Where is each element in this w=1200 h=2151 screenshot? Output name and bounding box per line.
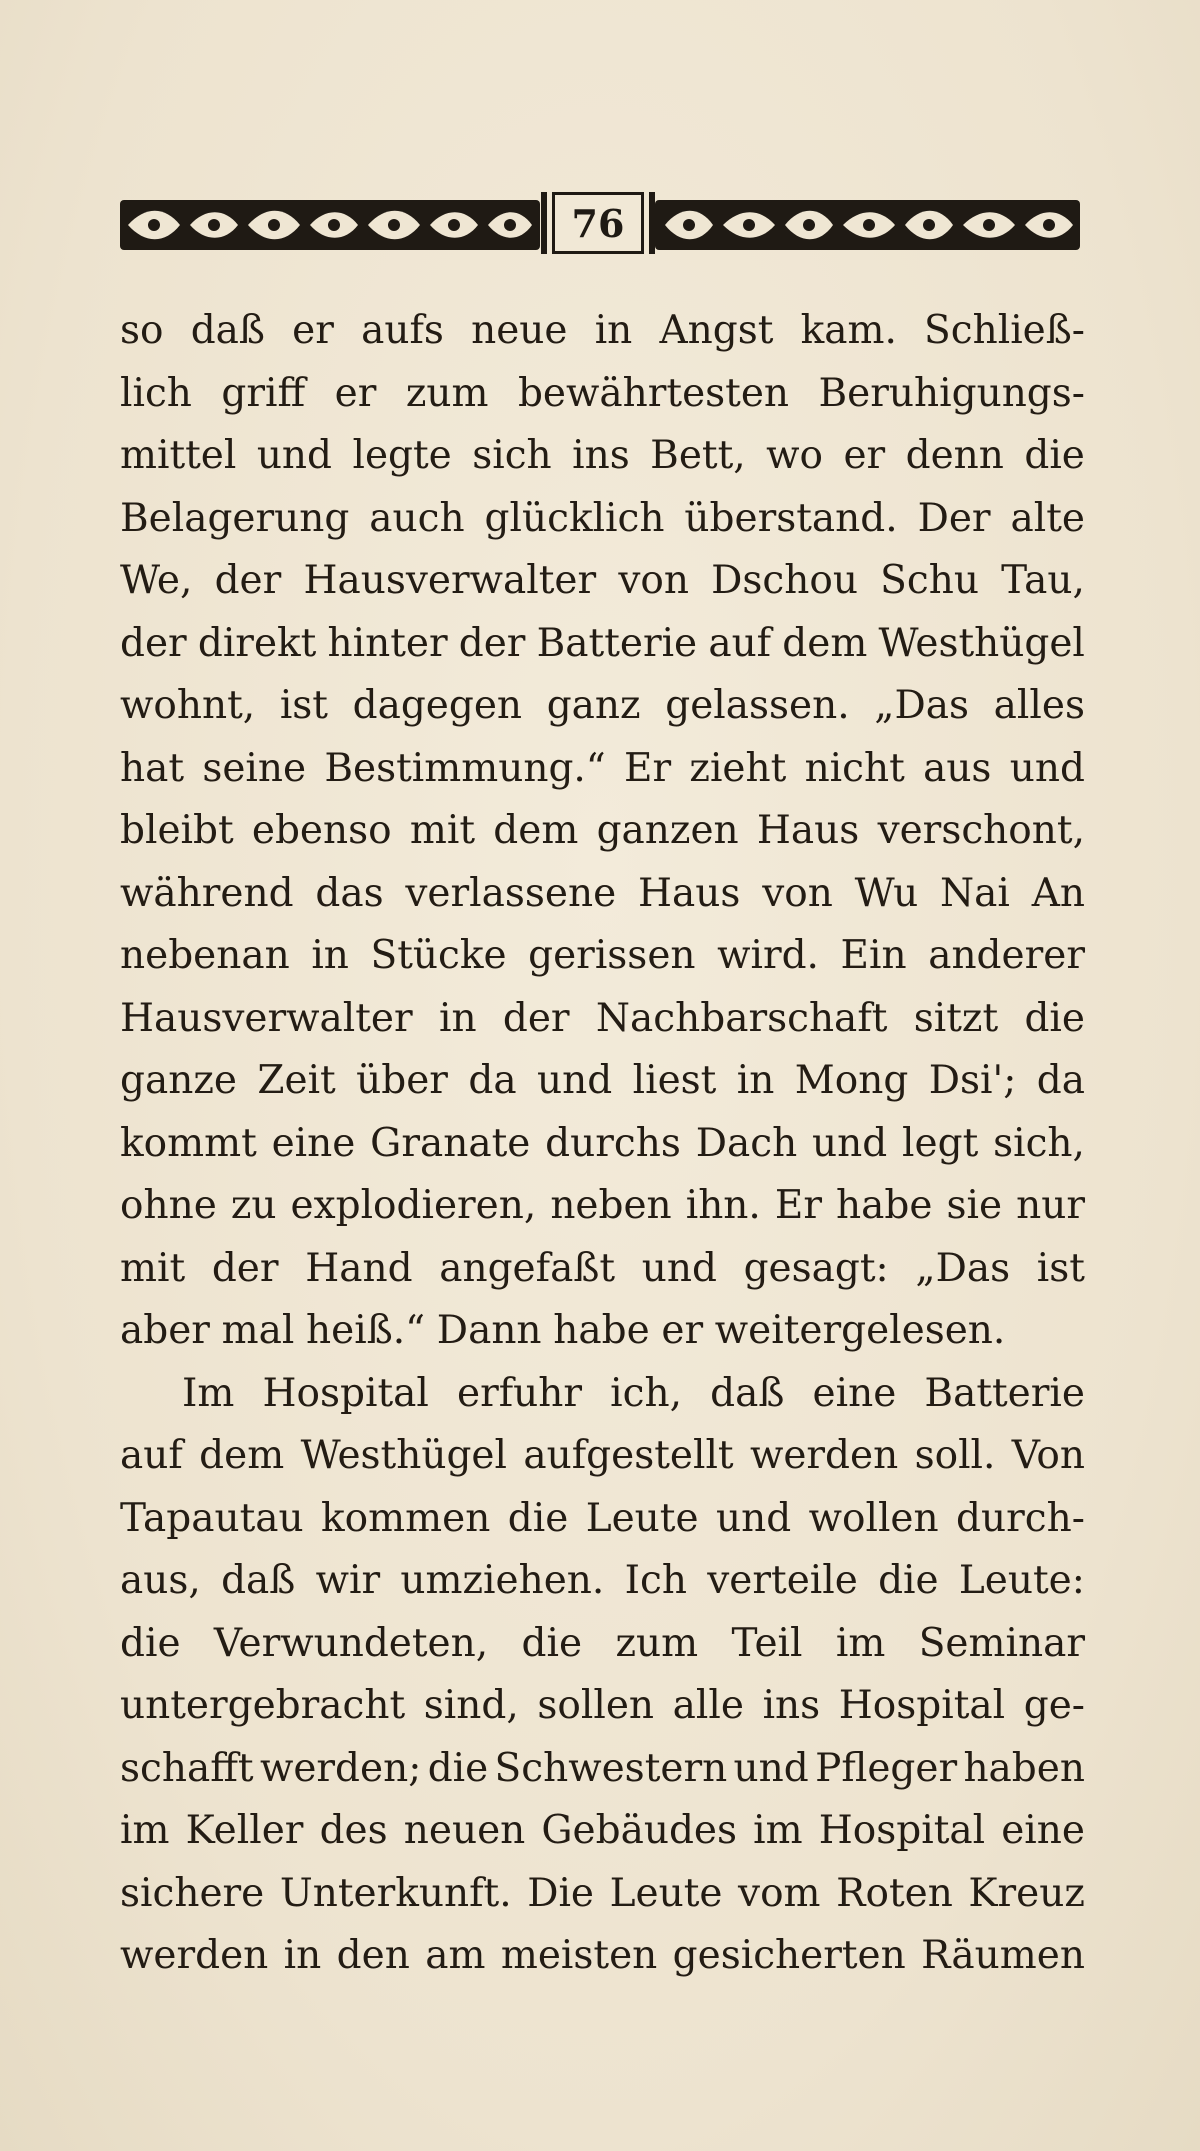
word: aus, [120,1558,201,1603]
word: angefaßt [439,1245,616,1291]
word: Räumen [921,1933,1085,1978]
word: ganze [120,1058,237,1103]
text-line [120,363,1085,426]
word: Er [774,1183,822,1228]
word: neue [471,308,568,353]
word: dem [493,808,579,853]
word: ins [762,1683,821,1728]
word: Leute [609,1870,723,1916]
word: Gebäudes [541,1808,738,1853]
text-line [120,1613,1085,1676]
word: der [502,995,570,1041]
word: umziehen. [400,1558,605,1603]
word: sichere [120,1870,265,1916]
word: Schließ- [924,308,1085,353]
word: Nachbarschaft [595,995,888,1041]
word: Teil [731,1620,803,1666]
word: Nai [940,870,1010,916]
word: da [1036,1058,1085,1103]
word: Hausverwalter [120,995,413,1041]
text-line [120,925,1085,988]
word: hinter [327,620,448,666]
word: gesagt: [743,1245,889,1291]
word: habe [836,1183,933,1228]
word: Stücke [370,933,507,978]
word: Kreuz [968,1870,1085,1916]
word: Der [917,495,991,541]
word: die [878,1558,939,1603]
text-line [120,1175,1085,1238]
text-line [120,300,1085,363]
text-line [120,1425,1085,1488]
word: durchs [545,1120,681,1166]
word: und [641,1245,717,1291]
word: werden; [259,1745,422,1791]
word: zum [615,1620,699,1666]
word: bleibt [120,808,234,853]
word: anderer [928,933,1085,978]
word: denn [905,433,1004,478]
word: ohne [120,1183,217,1228]
word: „Das [915,1245,1011,1291]
word: Von [1011,1433,1085,1478]
word: er [334,370,377,416]
word: Hospital [818,1808,986,1853]
text-line [120,1738,1085,1801]
word: zieht [689,745,787,791]
word: Bestimmung.“ [324,745,606,791]
word: untergebracht [120,1683,406,1728]
word: des [319,1808,388,1853]
word: Dach [695,1120,798,1166]
word: Leute: [958,1558,1085,1603]
word: dem [199,1433,285,1478]
word: ihn. [685,1183,761,1228]
word: auch [369,495,465,541]
text-line [120,1863,1085,1926]
word: die [507,1495,569,1541]
word: gesicherten [672,1933,906,1978]
word: legte [352,433,452,478]
word: aus [923,745,992,791]
word: ist [279,683,328,728]
word: Hospital [262,1370,429,1416]
word: und [812,1120,888,1166]
text-line [120,488,1085,551]
word: mal [221,1308,295,1353]
word: Hospital [838,1683,1006,1728]
word: Die [527,1870,595,1916]
word: Tapautau [120,1495,304,1541]
word: der [214,558,282,603]
word: auf [708,620,772,666]
word: Unterkunft. [279,1870,512,1916]
word: eine [1001,1808,1085,1853]
page-number: 76 [552,192,644,254]
word: An [1031,870,1085,916]
word: daß [190,308,265,353]
word: alle [672,1683,744,1728]
word: nur [1016,1183,1085,1228]
word: glücklich [484,495,665,541]
word: Verwundeten, [213,1620,489,1666]
word: legt [902,1120,979,1166]
word: „Das [874,683,970,728]
word: Hausverwalter [303,558,597,603]
word: Seminar [918,1620,1085,1666]
word: überstand. [684,495,898,541]
word: in [283,1933,322,1978]
word: verteile [707,1558,858,1603]
word: gerissen [528,933,696,978]
text-line [120,738,1085,801]
word: Ich [624,1558,687,1603]
word: und [715,1495,792,1541]
word: mittel [120,433,237,478]
word: erfuhr [456,1370,583,1416]
word: daß [221,1558,296,1603]
word: Keller [185,1808,304,1853]
word: zu [230,1183,277,1228]
word: die [120,1620,181,1666]
word: weitergelesen. [714,1308,1006,1353]
word: Batterie [536,620,698,666]
word: hat [120,745,185,791]
word: sind, [423,1683,519,1728]
word: im [835,1620,886,1666]
text-line [120,800,1085,863]
word: zum [405,370,489,416]
word: ich, [610,1370,682,1416]
word: da [468,1058,517,1103]
word: lich [120,370,192,416]
text-line [120,988,1085,1051]
word: Schwestern [494,1745,728,1791]
word: das [315,870,384,916]
text-line [120,1238,1085,1301]
word: Ein [840,933,907,978]
word: Pfleger [815,1745,958,1791]
left-ornament-band [120,196,540,254]
word: den [336,1933,410,1978]
word: Er [624,745,672,791]
text-line [120,1363,1085,1426]
word: Dschou [711,558,858,603]
word: Tau, [1001,558,1085,603]
word: Granate [370,1120,531,1166]
word: Wu [854,870,919,916]
word: ist [1036,1245,1085,1291]
body-text [120,300,1085,1988]
word: schafft [120,1745,254,1791]
word: dem [782,620,868,666]
text-line [120,1800,1085,1863]
word: Leute [585,1495,699,1541]
word: wollen [808,1495,939,1541]
word: explodieren, [290,1183,537,1228]
word: so [120,308,164,353]
word: nebenan [120,933,290,978]
word: sich, [993,1120,1085,1166]
word: kommen [321,1495,491,1541]
word: aufs [361,308,444,353]
word: mit [120,1245,186,1291]
text-line [120,863,1085,926]
word: die [427,1745,489,1791]
word: aber [120,1308,210,1353]
word: wohnt, [120,683,256,728]
word: kommt [120,1120,257,1166]
word: während [120,870,294,916]
word: neuen [403,1808,526,1853]
word: ins [572,433,630,478]
word: ge- [1023,1683,1085,1728]
word: am [425,1933,486,1978]
word: über [356,1058,448,1103]
word: Dsi'; [928,1058,1017,1103]
word: Mong [794,1058,909,1103]
word: nicht [804,745,905,791]
word: Beruhigungs- [818,370,1085,416]
text-line [120,1925,1085,1988]
word: verschont, [877,808,1085,853]
word: habe [553,1308,650,1353]
word: werden [749,1433,899,1478]
word: dagegen [352,683,523,728]
text-line [120,1300,1085,1363]
word: alles [993,683,1085,728]
word: soll. [914,1433,996,1478]
word: bewährtesten [517,370,790,416]
word: er [661,1308,704,1353]
word: im [753,1808,803,1853]
word: in [311,933,349,978]
word: Westhügel [300,1433,507,1478]
text-line [120,613,1085,676]
word: der [120,620,187,666]
word: wird. [717,933,819,978]
word: We, [120,558,193,603]
word: in [736,1058,775,1103]
text-line [120,425,1085,488]
word: Schu [880,558,979,603]
word: und [256,433,333,478]
word: verlassene [405,870,617,916]
word: sich [472,433,552,478]
word: aufgestellt [523,1433,734,1478]
word: Hand [305,1245,413,1291]
word: und [1009,745,1085,791]
word: der [458,620,526,666]
word: Haus [637,870,741,916]
word: Roten [836,1870,953,1916]
word: die [521,1620,583,1666]
word: heiß.“ [306,1308,426,1353]
word: der [211,1245,279,1291]
word: und [733,1745,809,1791]
word: ganzen [596,808,739,853]
word: von [618,558,689,603]
word: seine [202,745,307,791]
word: er [843,433,886,478]
word: meisten [500,1933,658,1978]
word: eine [271,1120,356,1166]
word: Batterie [924,1370,1085,1416]
word: direkt [197,620,317,666]
word: in [594,308,633,353]
word: haben [963,1745,1085,1791]
word: eine [812,1370,897,1416]
text-line [120,1488,1085,1551]
word: die [1024,433,1085,478]
word: sollen [537,1683,655,1728]
word: Westhügel [878,620,1085,666]
word: sitzt [913,995,999,1041]
word: daß [710,1370,785,1416]
word: im [120,1808,170,1853]
word: ganz [546,683,641,728]
word: kam. [800,308,897,353]
word: in [438,995,477,1041]
right-ornament-band [655,196,1080,254]
word: Haus [756,808,860,853]
word: liest [632,1058,717,1103]
word: wir [315,1558,381,1603]
word: werden [120,1933,269,1978]
word: mit [409,808,476,853]
text-line [120,1675,1085,1738]
word: Dann [436,1308,542,1353]
word: ebenso [251,808,392,853]
word: von [762,870,833,916]
word: auf [120,1433,183,1478]
word: alte [1010,495,1085,541]
word: und [537,1058,613,1103]
word: durch- [956,1495,1085,1541]
word: Belagerung [120,495,350,541]
text-line [120,1050,1085,1113]
word: die [1024,995,1085,1041]
word: Im [182,1370,235,1416]
word: griff [221,370,306,416]
word: vom [738,1870,821,1916]
text-line [120,675,1085,738]
text-line [120,1113,1085,1176]
word: Zeit [257,1058,336,1103]
word: neben [550,1183,672,1228]
page-header [120,190,1080,260]
word: gelassen. [665,683,850,728]
word: er [292,308,334,353]
word: Bett, [650,433,746,478]
word: Angst [659,308,774,353]
text-line [120,550,1085,613]
word: sie [946,1183,1003,1228]
word: wo [766,433,823,478]
text-line [120,1550,1085,1613]
